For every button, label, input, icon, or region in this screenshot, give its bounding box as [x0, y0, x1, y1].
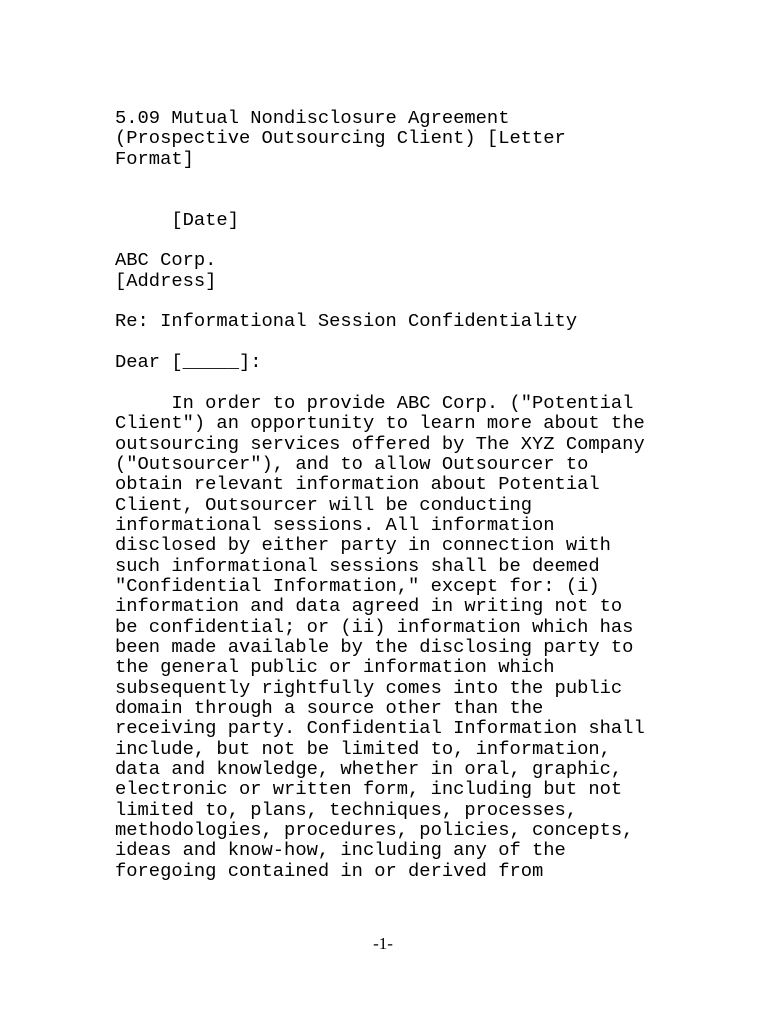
body-line: ideas and know-how, including any of the — [115, 839, 566, 862]
body-line: receiving party. Confidential Information shall — [115, 717, 645, 740]
body-line: Client") an opportunity to learn more about the — [115, 412, 645, 435]
body-line: include, but not be limited to, information, — [115, 737, 611, 760]
body-line: domain through a source other than the — [115, 696, 544, 719]
body-line: outsourcing services offered by The XYZ Company — [115, 432, 645, 455]
body-line: information and data agreed in writing not to — [115, 595, 623, 618]
document-title — [115, 108, 645, 169]
body-line: disclosed by either party in connection with — [115, 534, 611, 557]
body-line: been made available by the disclosing party to — [115, 635, 634, 658]
title-line: Format] — [115, 147, 194, 170]
body-line: electronic or written form, including but not — [115, 778, 623, 801]
recipient-address — [115, 250, 645, 291]
address-line: [Address] — [115, 269, 217, 292]
address-line: ABC Corp. — [115, 249, 217, 272]
title-line: 5.09 Mutual Nondisclosure Agreement — [115, 107, 510, 129]
body-line: In order to provide ABC Corp. ("Potential — [115, 391, 634, 414]
body-line: such informational sessions shall be deemed — [115, 554, 600, 577]
document-body — [115, 108, 645, 881]
body-line: methodologies, procedures, policies, concepts, — [115, 819, 634, 842]
title-line: (Prospective Outsourcing Client) [Letter — [115, 127, 566, 150]
body-line: foregoing contained in or derived from — [115, 859, 544, 882]
body-line: data and knowledge, whether in oral, graphic, — [115, 758, 623, 780]
body-line: subsequently rightfully comes into the public — [115, 676, 623, 699]
body-line: Client, Outsourcer will be conducting — [115, 493, 533, 516]
body-line: informational sessions. All information — [115, 513, 555, 536]
subject-line: Re: Informational Session Confidentiality — [115, 310, 578, 333]
body-line: ("Outsourcer"), and to allow Outsourcer to — [115, 452, 589, 475]
body-paragraph — [115, 393, 645, 881]
page-number: -1- — [373, 934, 393, 953]
body-line: obtain relevant information about Potential — [115, 473, 600, 496]
body-line: be confidential; or (ii) information which has — [115, 615, 634, 638]
salutation: Dear [_____]: — [115, 351, 262, 374]
body-line: "Confidential Information," except for: (i) — [115, 574, 600, 597]
body-line: the general public or information which — [115, 656, 555, 679]
body-line: limited to, plans, techniques, processes, — [115, 798, 578, 821]
date-line: [Date] — [115, 208, 239, 231]
